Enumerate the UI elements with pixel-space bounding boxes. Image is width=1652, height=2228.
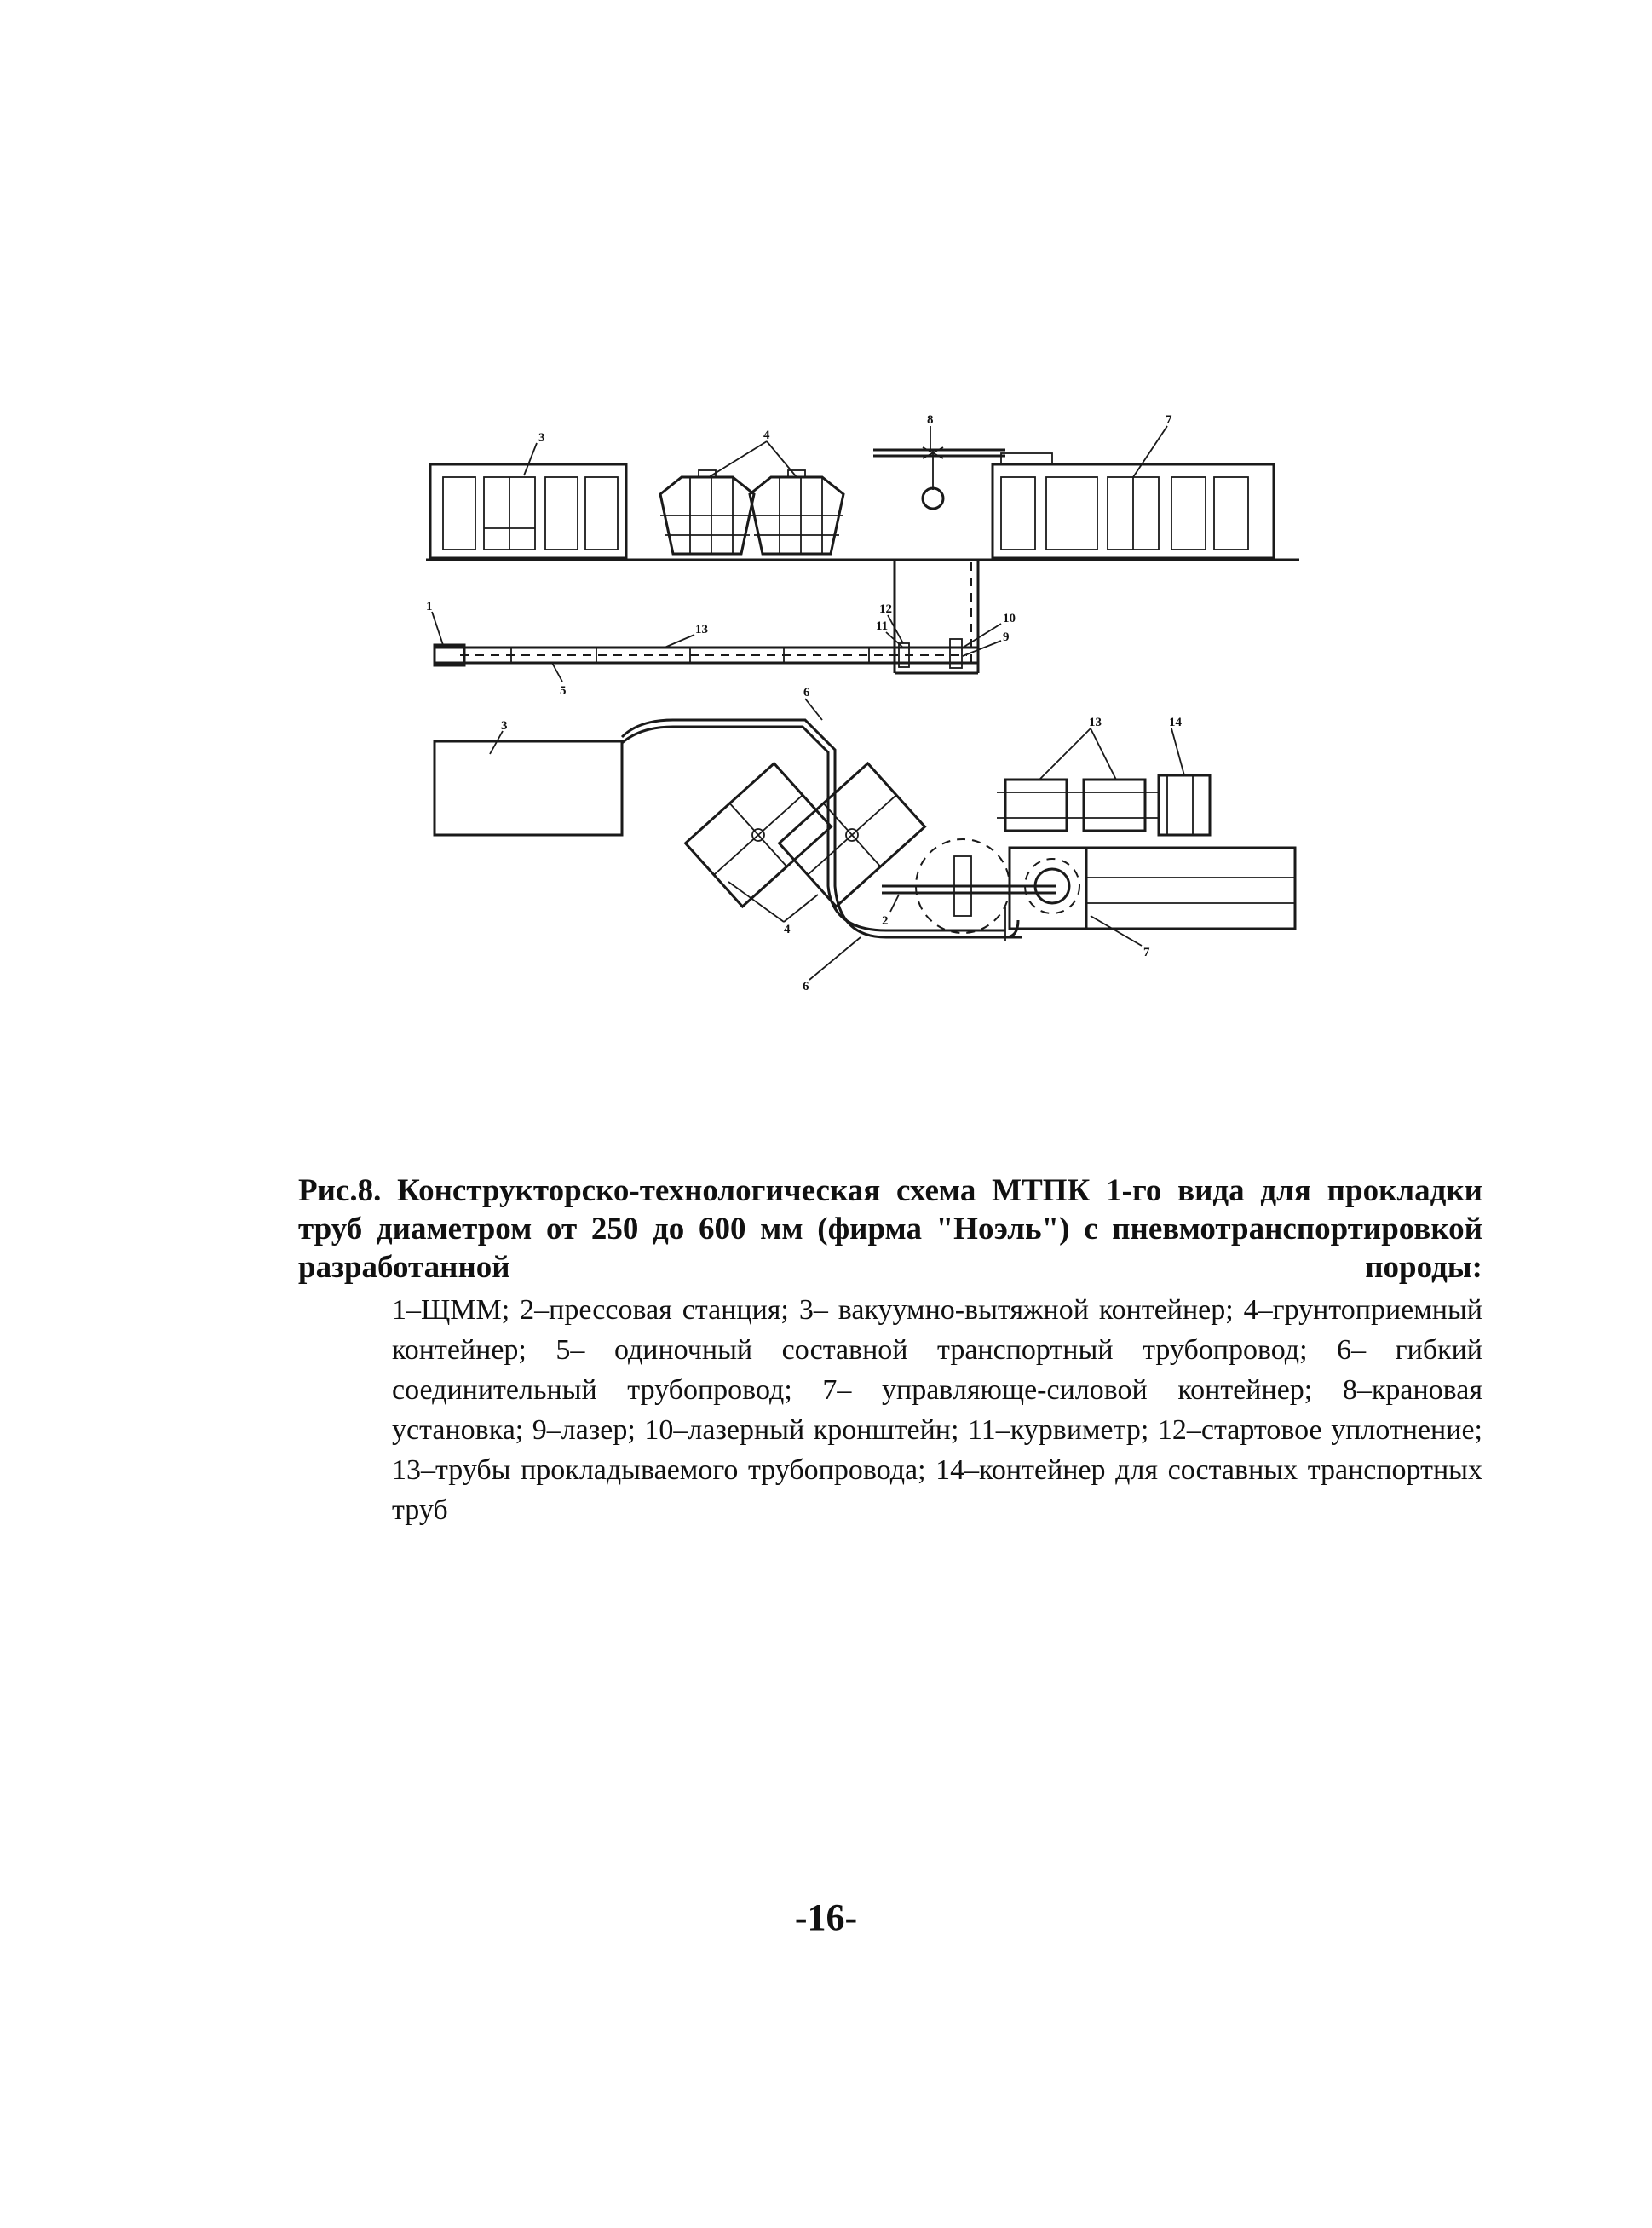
launch-shaft-section [895, 560, 978, 673]
crane-elevation [873, 447, 1005, 509]
vacuum-container-plan [435, 741, 622, 835]
soil-containers-elevation [660, 470, 843, 554]
callout-7: 7 [1166, 413, 1172, 427]
figure-caption [298, 1172, 1482, 1530]
callout-11: 11 [876, 619, 889, 633]
callout-6-plan: 6 [803, 980, 809, 993]
callout-13: 13 [695, 623, 708, 636]
surface-elevation [426, 447, 1299, 673]
pipeline-section [435, 639, 978, 668]
callout-13-plan: 13 [1089, 716, 1102, 729]
callout-10: 10 [1003, 612, 1016, 625]
control-container-plan [1005, 848, 1295, 941]
callout-6: 6 [803, 686, 810, 699]
control-container-elevation [993, 453, 1274, 558]
technological-scheme-figure [409, 392, 1312, 1022]
callout-2: 2 [882, 914, 889, 928]
callout-4-plan: 4 [784, 923, 791, 936]
callout-8: 8 [927, 413, 934, 427]
crane-plan [882, 839, 1056, 937]
plan-view [435, 720, 1295, 941]
scheme-drawing [409, 392, 1312, 1022]
callout-5: 5 [560, 684, 567, 698]
callout-7-plan: 7 [1143, 946, 1150, 959]
callout-3: 3 [538, 431, 545, 445]
caption-title: Рис.8. Конструкторско-технологическая схема МТПК 1-го вида для прокладки труб диаметром от 250 до 600 мм (фирма "Ноэль") с пневмотранспортировкой разработанной породы: [298, 1173, 1482, 1285]
callout-3-plan: 3 [501, 719, 508, 733]
callout-12: 12 [879, 602, 892, 616]
callout-4: 4 [763, 429, 770, 442]
pipe-stack-plan [997, 775, 1210, 835]
callout-14: 14 [1169, 716, 1182, 729]
caption-legend: 1–ЩММ; 2–прессовая станция; 3– вакуумно-вытяжной контейнер; 4–грунтоприемный контейнер; 5– одиночный составной транспортный трубопровод; 6– гибкий соединительный трубопровод; 7– управляюще-силовой контейнер; 8–крановая установка; 9–лазер; 10–лазерный кронштейн; 11–курвиметр; 12–стартовое уплотнение; 13–трубы прокладываемого трубопровода; 14–контейнер для составных транспортных труб [392, 1294, 1482, 1526]
callout-1: 1 [426, 600, 433, 613]
soil-container-plan-1 [686, 763, 832, 907]
vacuum-container-elevation [430, 464, 626, 558]
page-number: -16- [794, 1897, 858, 1938]
callout-9: 9 [1003, 630, 1010, 644]
